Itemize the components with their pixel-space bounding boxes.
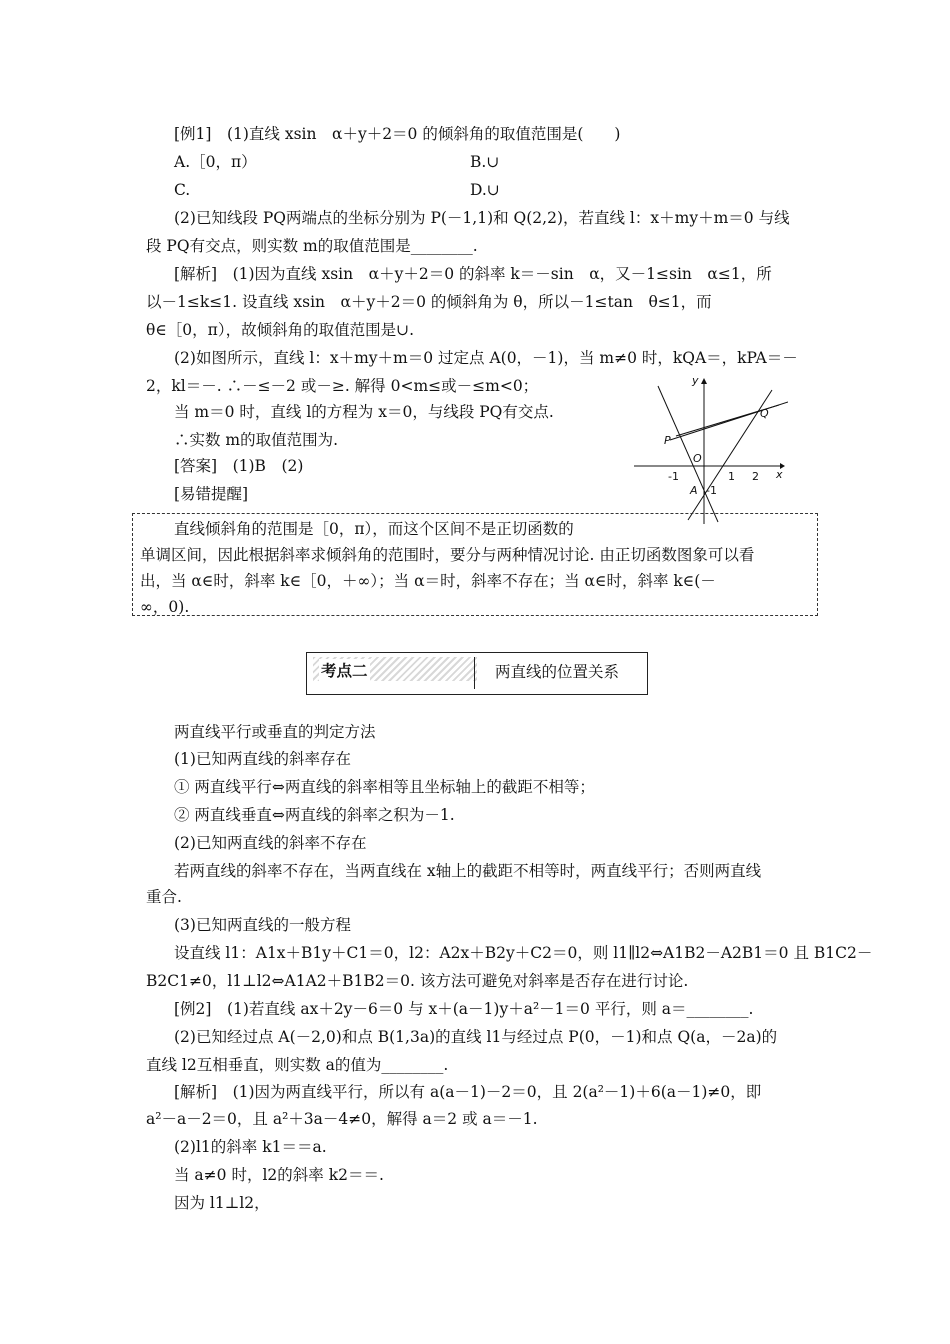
tick-label-2-x: 2 [752, 470, 759, 483]
method-case3: (3)已知两直线的一般方程 [174, 916, 351, 934]
example2-question2-line1: (2)已知经过点 A(－2,0)和点 B(1,3a)的直线 l1与经过点 P(0，－1)和点 Q(a，－2a)的 [174, 1028, 778, 1046]
example2-analysis-line5: 因为 l1⊥l2， [174, 1194, 270, 1212]
point-q-label: Q [760, 407, 769, 420]
section-divider [474, 657, 475, 689]
example2-analysis-line2: a²－a－2＝0，且 a²＋3a－4≠0，解得 a＝2 或 a＝－1. [146, 1110, 538, 1128]
x-axis-label: x [776, 468, 783, 481]
coordinate-graph [632, 370, 788, 526]
method-parallel: ① 两直线平行⇔两直线的斜率相等且坐标轴上的截距不相等； [174, 778, 595, 796]
analysis-line6: 当 m＝0 时，直线 l的方程为 x＝0，与线段 PQ有交点. [174, 403, 554, 421]
analysis-line4: (2)如图所示，直线 l：x＋my＋m＝0 过定点 A(0，－1)，当 m≠0 时，kQA＝，kPA＝－ [174, 349, 798, 367]
y-axis-label: y [692, 374, 699, 387]
method-case2-line1: 若两直线的斜率不存在，当两直线在 x轴上的截距不相等时，两直线平行；否则两直线 [174, 862, 762, 880]
example1-question2-line2: 段 PQ有交点，则实数 m的取值范围是________. [146, 237, 478, 255]
y-axis-arrow [701, 378, 707, 384]
section-title: 两直线的位置关系 [495, 663, 620, 681]
analysis-line1: [解析] (1)因为直线 xsin α＋y＋2＝0 的斜率 k＝－sin α，又－1≤sin α≤1，所 [174, 265, 772, 283]
line-through-a-and-p [658, 386, 718, 522]
analysis-line2: 以－1≤k≤1. 设直线 xsin α＋y＋2＝0 的倾斜角为 θ，所以－1≤tan θ≤1，而 [146, 293, 712, 311]
method-case3-line1: 设直线 l1：A1x＋B1y＋C1＝0，l2：A2x＋B2y＋C2＝0，则 l1∥l2⇔A1B2－A2B1＝0 且 B1C2－ [174, 944, 873, 962]
section-tag [313, 657, 477, 681]
tip-line1: 直线倾斜角的范围是［0，π），而这个区间不是正切函数的 [174, 520, 574, 538]
analysis-line5: 2，kl＝－. ∴－≤－2 或－≥. 解得 0<m≤或－≤m<0； [146, 377, 539, 395]
method-case3-line2: B2C1≠0，l1⊥l2⇔A1A2＋B1B2＝0. 该方法可避免对斜率是否存在进行讨论. [146, 972, 689, 990]
tip-label: [易错提醒] [174, 485, 249, 503]
tick-label-neg1-x: -1 [668, 470, 679, 483]
option-b: B.∪ [470, 153, 500, 171]
example2-question1: [例2] (1)若直线 ax＋2y－6＝0 与 x＋(a－1)y＋a²－1＝0 平行，则 a＝________. [174, 1000, 754, 1018]
analysis-line7: ∴实数 m的取值范围为. [174, 431, 339, 449]
tip-line2: 单调区间，因此根据斜率求倾斜角的范围时，要分与两种情况讨论. 由正切函数图象可以看 [140, 546, 755, 564]
option-a: A.［0，π） [174, 153, 257, 171]
example1-question2-line1: (2)已知线段 PQ两端点的坐标分别为 P(－1,1)和 Q(2,2)，若直线 l：x＋my＋m＝0 与线 [174, 209, 790, 227]
point-a-label: A [690, 484, 698, 497]
section-header [306, 652, 648, 695]
tip-line3: 出，当 α∈时，斜率 k∈［0，＋∞）；当 α＝时，斜率不存在；当 α∈时，斜率 k∈(－ [140, 572, 716, 590]
origin-label: O [693, 452, 702, 465]
method-case1: (1)已知两直线的斜率存在 [174, 750, 351, 768]
method-perpendicular: ② 两直线垂直⇔两直线的斜率之积为－1. [174, 806, 455, 824]
option-c: C. [174, 181, 191, 199]
method-title: 两直线平行或垂直的判定方法 [174, 723, 376, 741]
point-p-label: P [664, 434, 671, 447]
answer-line: [答案] (1)B (2) [174, 457, 304, 475]
example2-analysis-line1: [解析] (1)因为两直线平行，所以有 a(a－1)－2＝0，且 2(a²－1)＋6(a－1)≠0，即 [174, 1083, 762, 1101]
analysis-line3: θ∈［0，π），故倾斜角的取值范围是∪. [146, 321, 415, 339]
example1-question1: [例1] (1)直线 xsin α＋y＋2＝0 的倾斜角的取值范围是( ) [174, 125, 621, 143]
example2-question2-line2: 直线 l2互相垂直，则实数 a的值为________. [146, 1056, 449, 1074]
tick-label-1-x: 1 [728, 470, 735, 483]
method-case2: (2)已知两直线的斜率不存在 [174, 834, 367, 852]
method-case2-line2: 重合. [146, 888, 182, 906]
section-tag-text: 考点二 [319, 659, 370, 681]
example2-analysis-line3: (2)l1的斜率 k1＝＝a. [174, 1138, 327, 1156]
example2-analysis-line4: 当 a≠0 时，l2的斜率 k2＝＝. [174, 1166, 384, 1184]
tick-label-neg1-y: -1 [706, 484, 717, 497]
option-d: D.∪ [470, 181, 500, 199]
tip-line4: ∞，0). [140, 598, 190, 616]
